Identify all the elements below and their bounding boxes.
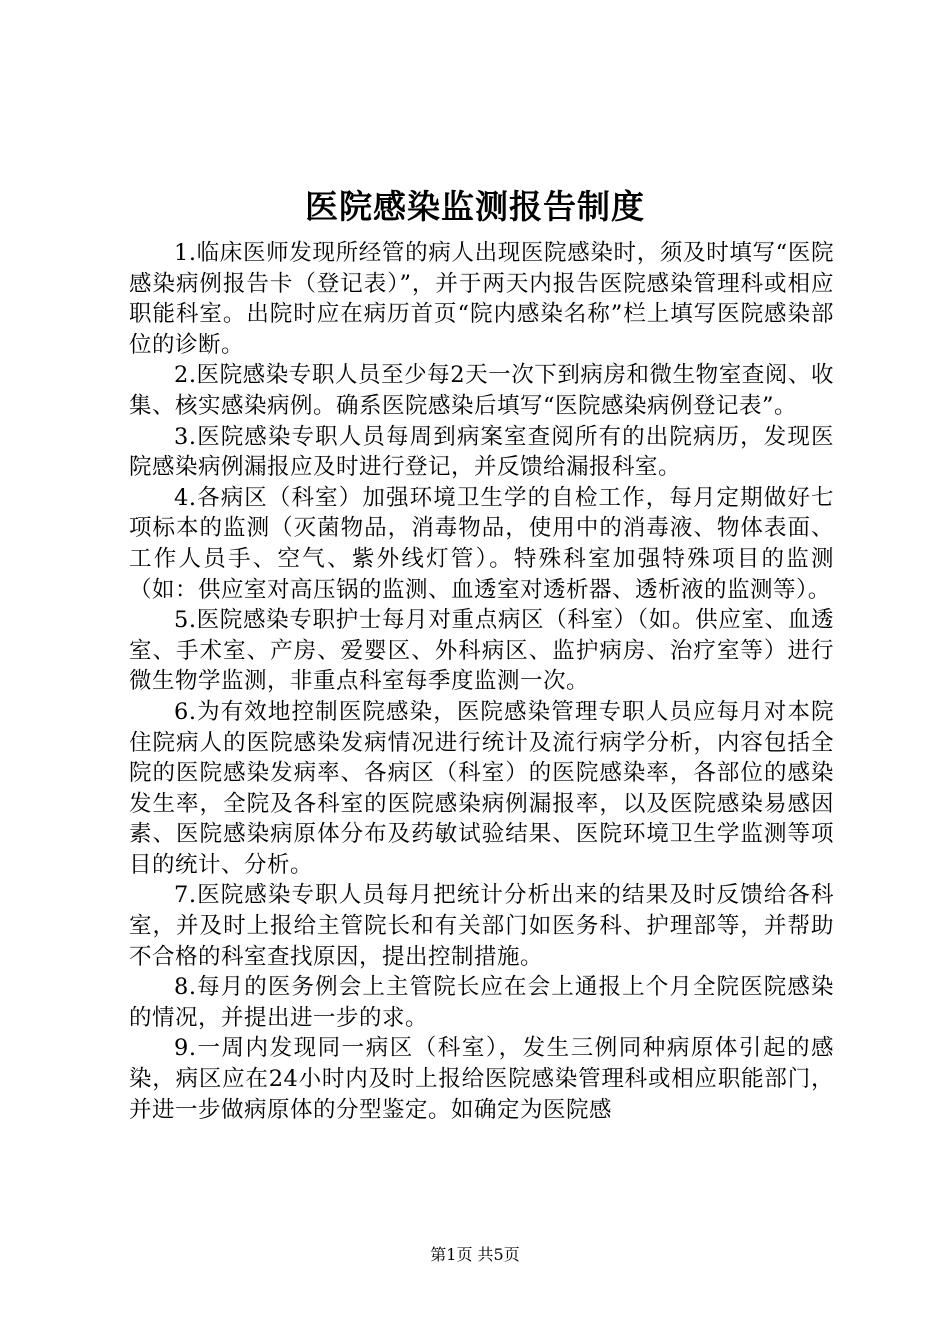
paragraph-8: 8.每月的医务例会上主管院长应在会上通报上个月全院医院感染的情况，并提出进一步的求。 [129, 974, 834, 1031]
paragraph-4: 4.各病区（科室）加强环境卫生学的自检工作，每月定期做好七项标本的监测（灭菌物品，消毒物品，使用中的消毒液、物体表面、工作人员手、空气、紫外线灯管）。特殊科室加强特殊项目的监测（如：供应室对高压锅的监测、血透室对透析器、透析液的监测等）。 [129, 484, 834, 603]
paragraph-6: 6.为有效地控制医院感染，医院感染管理专职人员应每月对本院住院病人的医院感染发病情况进行统计及流行病学分析，内容包括全院的医院感染发病率、各病区（科室）的医院感染率，各部位的感染发生率，全院及各科室的医院感染病例漏报率，以及医院感染易感因素、医院感染病原体分布及药敏试验结果、医院环境卫生学监测等项目的统计、分析。 [129, 698, 834, 878]
paragraph-9: 9.一周内发现同一病区（科室），发生三例同种病原体引起的感染，病区应在24小时内及时上报给医院感染管理科或相应职能部门，并进一步做病原体的分型鉴定。如确定为医院感 [129, 1035, 834, 1123]
paragraph-5: 5.医院感染专职护士每月对重点病区（科室）（如。供应室、血透室、手术室、产房、爱婴区、外科病区、监护病房、治疗室等）进行微生物学监测，非重点科室每季度监测一次。 [129, 607, 834, 695]
paragraph-2: 2.医院感染专职人员至少每2天一次下到病房和微生物室查阅、收集、核实感染病例。确系医院感染后填写“医院感染病例登记表”。 [129, 362, 834, 419]
paragraph-3: 3.医院感染专职人员每周到病案室查阅所有的出院病历，发现医院感染病例漏报应及时进行登记，并反馈给漏报科室。 [129, 423, 834, 481]
paragraph-7: 7.医院感染专职人员每月把统计分析出来的结果及时反馈给各科室，并及时上报给主管院长和有关部门如医务科、护理部等，并帮助不合格的科室查找原因，提出控制措施。 [129, 882, 834, 970]
document-body [129, 238, 834, 1125]
page-number-footer: 第1页 共5页 [430, 1245, 520, 1264]
paragraph-1: 1.临床医师发现所经管的病人出现医院感染时，须及时填写“医院感染病例报告卡（登记表）”，并于两天内报告医院感染管理科或相应职能科室。出院时应在病历首页“院内感染名称”栏上填写医院感染部位的诊断。 [129, 240, 834, 358]
document-title: 医院感染监测报告制度 [305, 187, 645, 226]
